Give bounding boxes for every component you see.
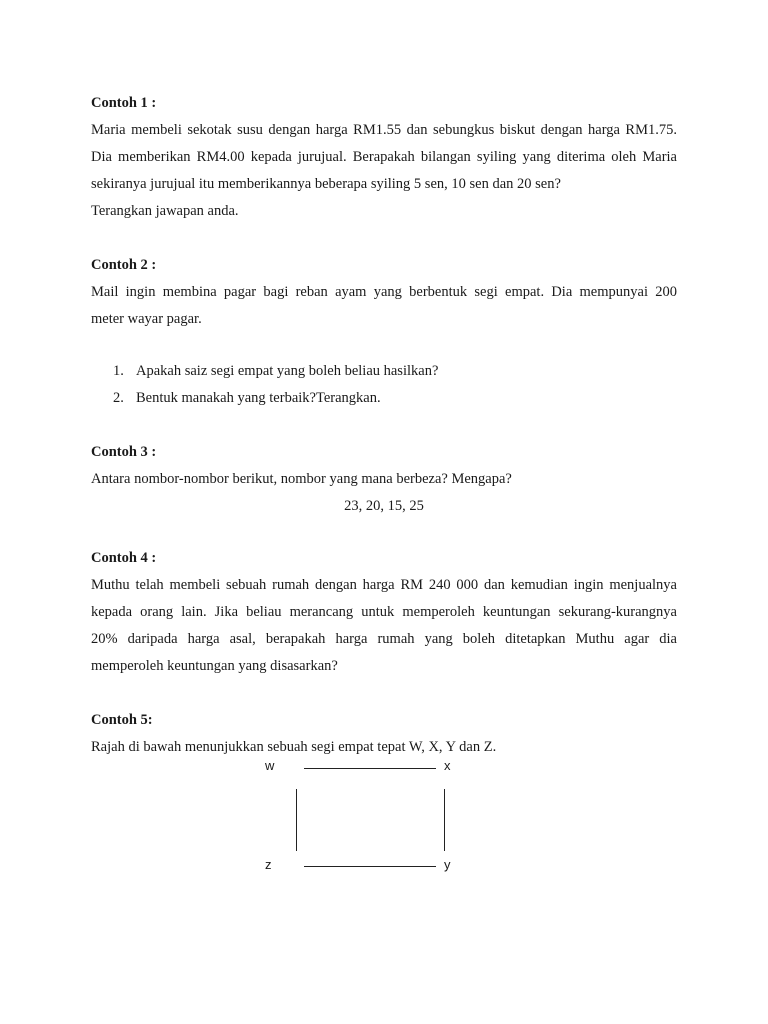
contoh-4-line-1: Muthu telah membeli sebuah rumah dengan harga RM 240 000 dan kemudian ingin menjualnya: [91, 577, 677, 593]
contoh-4-heading: Contoh 4 :: [91, 550, 157, 566]
contoh-5-line: Rajah di bawah menunjukkan sebuah segi empat tepat W, X, Y dan Z.: [91, 739, 497, 755]
contoh-4-line-2: kepada orang lain. Jika beliau merancang untuk memperoleh keuntungan sekurang-kurangnya: [91, 604, 677, 620]
vertex-y-label: y: [444, 857, 451, 872]
side-wz: [296, 789, 297, 851]
contoh-1-line-3: sekiranya jurujual itu memberikannya beberapa syiling 5 sen, 10 sen dan 20 sen?: [91, 176, 561, 192]
contoh-1-line-2: Dia memberikan RM4.00 kepada jurujual. Berapakah bilangan syiling yang diterima oleh Maria: [91, 149, 677, 165]
contoh-4-line-4: memperoleh keuntungan yang disasarkan?: [91, 658, 338, 674]
contoh-1-line-4: Terangkan jawapan anda.: [91, 203, 239, 219]
contoh-2-item-2-number: 2.: [113, 390, 124, 406]
vertex-w-label: w: [265, 758, 275, 773]
contoh-1-heading: Contoh 1 :: [91, 95, 157, 111]
contoh-2-line-1: Mail ingin membina pagar bagi reban ayam yang berbentuk segi empat. Dia mempunyai 200: [91, 284, 677, 300]
vertex-x-label: x: [444, 758, 451, 773]
contoh-2-item-2-text: Bentuk manakah yang terbaik?Terangkan.: [136, 390, 381, 406]
contoh-2-heading: Contoh 2 :: [91, 257, 157, 273]
contoh-2-item-1-text: Apakah saiz segi empat yang boleh beliau hasilkan?: [136, 363, 439, 379]
contoh-5-heading: Contoh 5:: [91, 712, 153, 728]
contoh-3-numbers: 23, 20, 15, 25: [344, 498, 424, 514]
contoh-2-item-1-number: 1.: [113, 363, 124, 379]
contoh-3-line: Antara nombor-nombor berikut, nombor yang mana berbeza? Mengapa?: [91, 471, 512, 487]
side-xy: [444, 789, 445, 851]
side-zy: [304, 866, 436, 867]
contoh-3-heading: Contoh 3 :: [91, 444, 157, 460]
contoh-2-line-2: meter wayar pagar.: [91, 311, 202, 327]
vertex-z-label: z: [265, 857, 272, 872]
contoh-1-line-1: Maria membeli sekotak susu dengan harga RM1.55 dan sebungkus biskut dengan harga RM1.75.: [91, 122, 677, 138]
contoh-4-line-3: 20% daripada harga asal, berapakah harga rumah yang boleh ditetapkan Muthu agar dia: [91, 631, 677, 647]
side-wx: [304, 768, 436, 769]
